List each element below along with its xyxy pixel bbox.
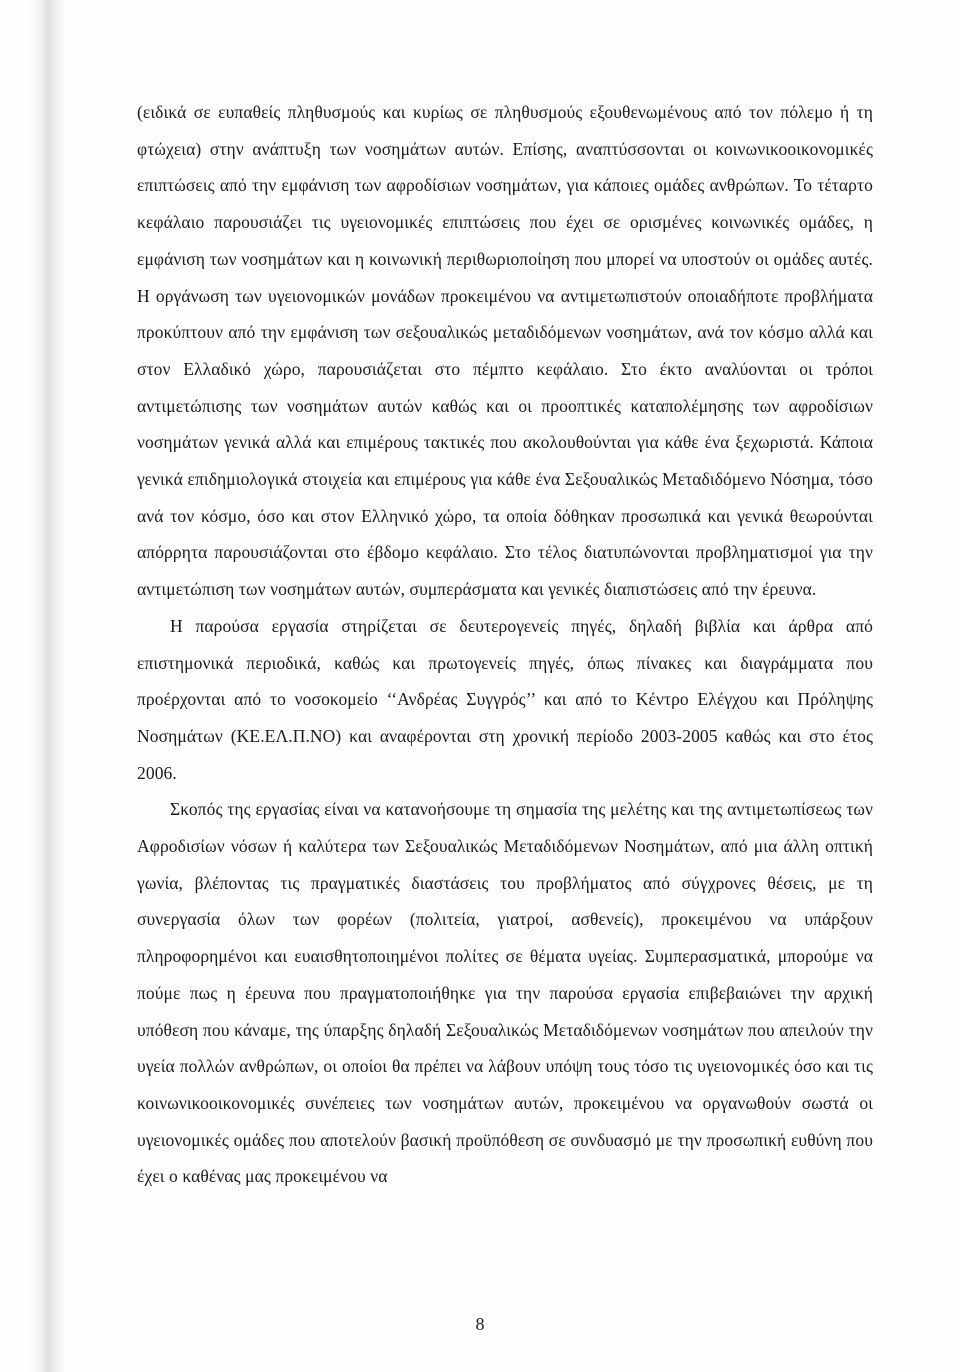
paragraph-purpose: Σκοπός της εργασίας είναι να κατανοήσουμε τη σημασία της μελέτης και της αντιμετωπίσεως των Αφροδισίων νόσων ή καλύτερα των Σεξουαλικώς Μεταδιδόμενων Νοσημάτων, από μια άλλη οπτική γωνία, βλέποντας τις πραγματικές διαστάσεις του προβλήματος από σύγχρονες θέσεις, με τη συνεργασία όλων των φορέων (πολιτεία, γιατροί, ασθενείς), προκειμένου να υπάρξουν πληροφορημένοι και ευαισθητοποιημένοι πολίτες σε θέματα υγείας. Συμπερασματικά, μπορούμε να πούμε πως η έρευνα που πραγματοποιήθηκε για την παρούσα εργασία επιβεβαιώνει την αρχική υπόθεση που κάναμε, της ύπαρξης δηλαδή Σεξουαλικώς Μεταδιδόμενων νοσημάτων που απειλούν την υγεία πολλών ανθρώπων, οι οποίοι θα πρέπει να λάβουν υπόψη τους τόσο τις υγειονομικές όσο και τις κοινωνικοοικονομικές συνέπειες των νοσημάτων αυτών, προκειμένου να οργανωθούν σωστά οι υγειονομικές ομάδες που αποτελούν βασική προϋπόθεση σε συνδυασμό με την προσωπική ευθύνη που έχει ο καθένας μας προκειμένου να bbox=[137, 799, 873, 1187]
scan-binding-shadow bbox=[28, 0, 66, 1372]
page-number: 8 bbox=[475, 1314, 485, 1334]
paragraph-sources: Η παρούσα εργασία στηρίζεται σε δευτερογενείς πηγές, δηλαδή βιβλία και άρθρα από επιστημονικά περιοδικά, καθώς και πρωτογενείς πηγές, όπως πίνακες και διαγράμματα που προέρχονται από το νοσοκομείο ‘‘Ανδρέας Συγγρός’’ και από το Κέντρο Ελέγχου και Πρόληψης Νοσημάτων (ΚΕ.ΕΛ.Π.ΝΟ) και αναφέρονται στη χρονική περίοδο 2003-2005 καθώς και στο έτος 2006. bbox=[137, 615, 873, 783]
paragraph-chapter-overview: (ειδικά σε ευπαθείς πληθυσμούς και κυρίως σε πληθυσμούς εξουθενωμένους από τον πόλεμο ή τη φτώχεια) στην ανάπτυξη των νοσημάτων αυτών. Επίσης, αναπτύσσονται οι κοινωνικοοικονομικές επιπτώσεις από την εμφάνιση των αφροδίσιων νοσημάτων, για κάποιες ομάδες ανθρώπων. Το τέταρτο κεφάλαιο παρουσιάζει τις υγειονομικές επιπτώσεις που έχει σε ορισμένες κοινωνικές ομάδες, η εμφάνιση των νοσημάτων και η κοινωνική περιθωριοποίηση που μπορεί να υποστούν οι ομάδες αυτές. Η οργάνωση των υγειονομικών μονάδων προκειμένου να αντιμετωπιστούν οποιαδήποτε προβλήματα προκύπτουν από την εμφάνιση των σεξουαλικώς μεταδιδόμενων νοσημάτων, ανά τον κόσμο αλλά και στον Ελλαδικό χώρο, παρουσιάζεται στο πέμπτο κεφάλαιο. Στο έκτο αναλύονται οι τρόποι αντιμετώπισης των νοσημάτων αυτών καθώς και οι προοπτικές καταπολέμησης των αφροδίσιων νοσημάτων γενικά αλλά και επιμέρους τακτικές που ακολουθούνται για κάθε ένα ξεχωριστά. Κάποια γενικά επιδημιολογικά στοιχεία και επιμέρους για κάθε ένα Σεξουαλικώς Μεταδιδόμενο Νόσημα, τόσο ανά τον κόσμο, όσο και στον Ελληνικό χώρο, τα οποία δόθηκαν προσωπικά και γενικά θεωρούνται απόρρητα παρουσιάζονται στο έβδομο κεφάλαιο. Στο τέλος διατυπώνονται προβληματισμοί για την αντιμετώπιση των νοσημάτων αυτών, συμπεράσματα και γενικές διαπιστώσεις από την έρευνα. bbox=[137, 102, 873, 600]
body-text bbox=[137, 94, 873, 1195]
